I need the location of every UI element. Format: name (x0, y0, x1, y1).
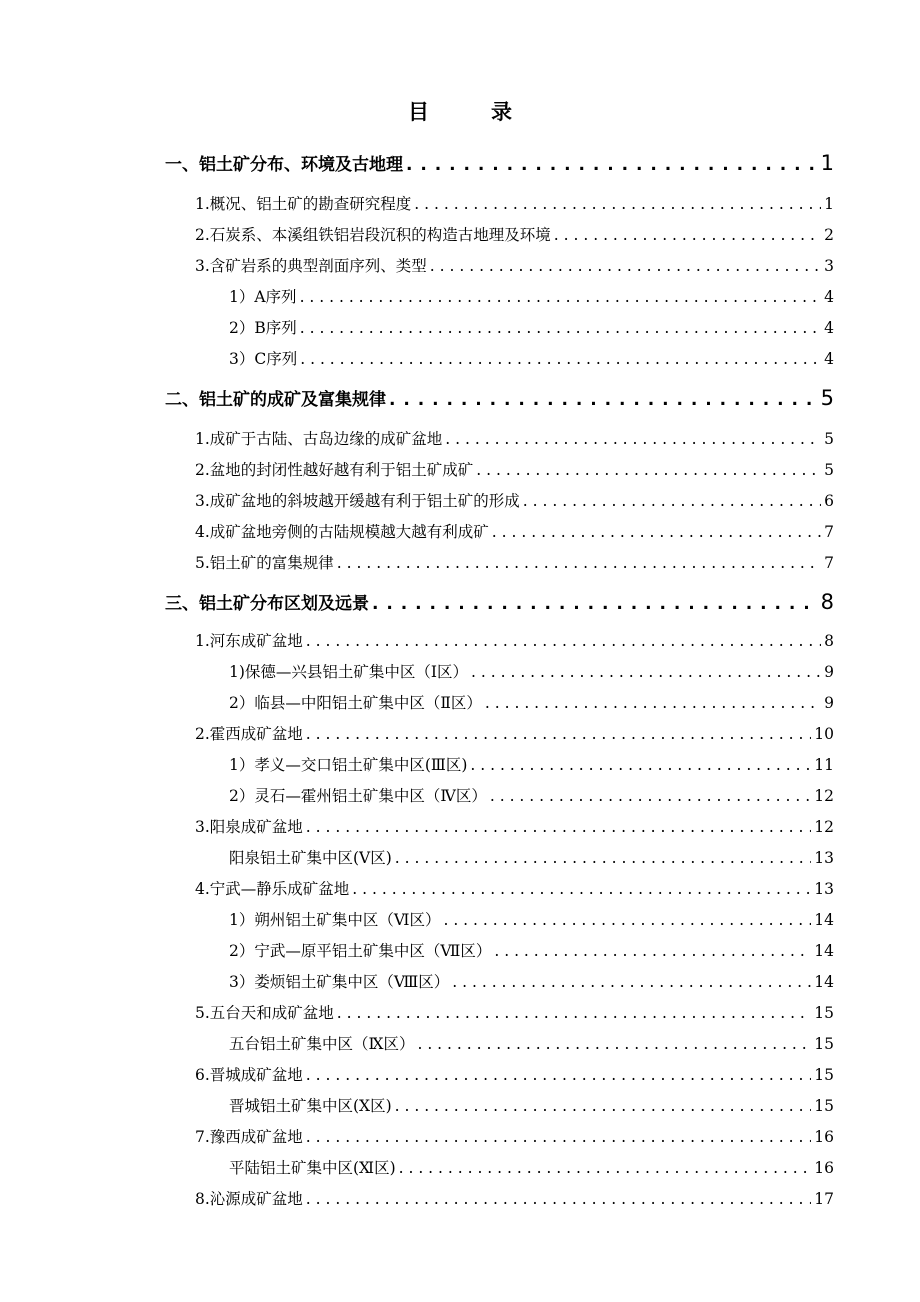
dot-leader (414, 195, 821, 213)
toc-entry-page: 4 (824, 319, 834, 337)
toc-entry-label: 二、铝土矿的成矿及富集规律 (165, 390, 386, 410)
toc-entry-level2[interactable] (195, 520, 834, 542)
toc-entry-label: 晋城铝土矿集中区(Ⅹ区) (229, 1097, 392, 1115)
toc-entry-label: 4.宁武—静乐成矿盆地 (195, 880, 350, 898)
toc-entry-label: 3.含矿岩系的典型剖面序列、类型 (195, 257, 427, 275)
toc-entry-page: 15 (814, 1004, 834, 1022)
dot-leader (406, 155, 818, 175)
dot-leader (306, 818, 811, 836)
toc-entry-page: 10 (814, 725, 834, 743)
toc-entry-page: 15 (814, 1097, 834, 1115)
toc-entry-level3[interactable] (229, 970, 834, 992)
toc-entry-page: 5 (824, 461, 834, 479)
toc-entry-level3[interactable] (229, 846, 834, 868)
toc-entry-label: 2.石炭系、本溪组铁铝岩段沉积的构造古地理及环境 (195, 226, 551, 244)
toc-entry-label: 1）朔州铝土矿集中区（Ⅵ区） (229, 911, 441, 929)
toc-entry-page: 9 (824, 694, 834, 712)
toc-entry-page: 12 (814, 787, 834, 805)
toc-entry-level3[interactable] (229, 316, 834, 338)
dot-leader (300, 319, 821, 337)
toc-entry-level2[interactable] (195, 458, 834, 480)
toc-entry-page: 2 (824, 226, 834, 244)
dot-leader (430, 257, 821, 275)
toc-entry-label: 3）娄烦铝土矿集中区（Ⅷ区） (229, 973, 450, 991)
toc-entry-level2[interactable] (195, 815, 834, 837)
toc-entry-label: 4.成矿盆地旁侧的古陆规模越大越有利成矿 (195, 523, 489, 541)
toc-entry-label: 3.阳泉成矿盆地 (195, 818, 303, 836)
dot-leader (306, 725, 811, 743)
toc-entry-page: 17 (814, 1190, 834, 1208)
dot-leader (372, 594, 818, 614)
toc-entry-page: 1 (820, 151, 834, 175)
toc-entry-level3[interactable] (229, 939, 834, 961)
dot-leader (554, 226, 821, 244)
dot-leader (300, 288, 822, 306)
toc-entry-label: 8.沁源成矿盆地 (195, 1190, 303, 1208)
toc-entry-page: 8 (820, 590, 834, 614)
toc-entry-page: 7 (824, 554, 834, 572)
dot-leader (443, 911, 811, 929)
toc-entry-level2[interactable] (195, 1063, 834, 1085)
toc-entry-label: 1.概况、铝土矿的勘查研究程度 (195, 195, 412, 213)
title-char-right: 录 (491, 100, 512, 124)
toc-entry-page: 5 (820, 386, 834, 410)
toc-entry-label: 2）B序列 (229, 319, 297, 337)
toc-entry-label: 2）临县—中阳铝土矿集中区（Ⅱ区） (229, 694, 482, 712)
toc-entry-level2[interactable] (195, 629, 834, 651)
toc-entry-label: 1）A序列 (229, 288, 297, 306)
dot-leader (337, 1004, 811, 1022)
toc-entry-label: 6.晋城成矿盆地 (195, 1066, 303, 1084)
toc-entry-level3[interactable] (229, 660, 834, 682)
toc-entry-label: 5.五台天和成矿盆地 (195, 1004, 334, 1022)
toc-entry-level2[interactable] (195, 551, 834, 573)
toc-entry-page: 4 (824, 288, 834, 306)
toc-entry-label: 2）灵石—霍州铝土矿集中区（Ⅳ区） (229, 787, 487, 805)
toc-entry-label: 2）宁武—原平铝土矿集中区（Ⅶ区） (229, 942, 492, 960)
toc-entry-level3[interactable] (229, 285, 834, 307)
toc-entry-page: 7 (824, 523, 834, 541)
toc-entry-level3[interactable] (229, 908, 834, 930)
toc-entry-level2[interactable] (195, 1001, 834, 1023)
toc-entry-page: 15 (814, 1066, 834, 1084)
toc-entry-level3[interactable] (229, 784, 834, 806)
dot-leader (485, 694, 821, 712)
toc-entry-level3[interactable] (229, 347, 834, 369)
dot-leader (471, 663, 821, 681)
toc-entry-label: 7.豫西成矿盆地 (195, 1128, 303, 1146)
toc-entry-page: 5 (824, 430, 834, 448)
toc-entry-level2[interactable] (195, 427, 834, 449)
dot-leader (337, 554, 821, 572)
toc-entry-label: 阳泉铝土矿集中区(Ⅴ区) (229, 849, 392, 867)
toc-entry-label: 三、铝土矿分布区划及远景 (165, 594, 369, 614)
toc-entry-level1[interactable] (165, 385, 834, 410)
dot-leader (445, 430, 821, 448)
toc-entry-label: 五台铝土矿集中区（Ⅸ区） (229, 1035, 415, 1053)
dot-leader (476, 461, 821, 479)
toc-entry-level3[interactable] (229, 753, 834, 775)
toc-entry-level3[interactable] (229, 1094, 834, 1116)
title-char-left: 目 (408, 100, 429, 124)
dot-leader (306, 1128, 811, 1146)
toc-entry-label: 一、铝土矿分布、环境及古地理 (165, 155, 403, 175)
toc-entry-label: 1.河东成矿盆地 (195, 632, 303, 650)
toc-entry-level2[interactable] (195, 722, 834, 744)
toc-entry-label: 2.霍西成矿盆地 (195, 725, 303, 743)
dot-leader (492, 523, 821, 541)
toc-entry-page: 12 (814, 818, 834, 836)
dot-leader (306, 1190, 811, 1208)
toc-entry-level2[interactable] (195, 1125, 834, 1147)
toc-entry-level3[interactable] (229, 1156, 834, 1178)
toc-entry-level3[interactable] (229, 1032, 834, 1054)
toc-entry-page: 4 (824, 350, 834, 368)
toc-entry-level1[interactable] (165, 589, 834, 614)
toc-entry-page: 16 (814, 1159, 834, 1177)
toc-entry-level2[interactable] (195, 1187, 834, 1209)
toc-entry-page: 11 (814, 756, 834, 774)
dot-leader (300, 350, 821, 368)
toc-entry-label: 3）C序列 (229, 350, 298, 368)
dot-leader (306, 1066, 811, 1084)
toc-entry-label: 1）孝义—交口铝土矿集中区(Ⅲ区) (229, 756, 468, 774)
toc-entry-page: 1 (824, 195, 834, 213)
toc-entry-page: 6 (824, 492, 834, 510)
toc-entry-label: 3.成矿盆地的斜坡越开缓越有利于铝土矿的形成 (195, 492, 520, 510)
toc-entry-label: 2.盆地的封闭性越好越有利于铝土矿成矿 (195, 461, 474, 479)
dot-leader (417, 1035, 811, 1053)
toc-entry-page: 14 (814, 942, 834, 960)
toc-entry-label: 5.铝土矿的富集规律 (195, 554, 334, 572)
toc-entry-level1[interactable] (165, 150, 834, 175)
toc-entry-page: 14 (814, 973, 834, 991)
toc-entry-page: 16 (814, 1128, 834, 1146)
dot-leader (395, 849, 811, 867)
toc-entry-level2[interactable] (195, 254, 834, 276)
dot-leader (523, 492, 821, 510)
dot-leader (389, 390, 818, 410)
toc-entry-level2[interactable] (195, 877, 834, 899)
toc-entry-label: 1)保德—兴县铝土矿集中区（Ⅰ区） (229, 663, 469, 681)
toc-entry-page: 14 (814, 911, 834, 929)
toc-entry-page: 13 (814, 849, 834, 867)
toc-entry-level2[interactable] (195, 489, 834, 511)
dot-leader (395, 1097, 812, 1115)
toc-entry-label: 平陆铝土矿集中区(Ⅺ区) (229, 1159, 396, 1177)
dot-leader (352, 880, 811, 898)
toc-entry-page: 9 (824, 663, 834, 681)
toc-entry-level2[interactable] (195, 192, 834, 214)
toc-entry-level2[interactable] (195, 223, 834, 245)
dot-leader (452, 973, 811, 991)
toc-entry-page: 8 (824, 632, 834, 650)
dot-leader (306, 632, 821, 650)
toc-entry-label: 1.成矿于古陆、古岛边缘的成矿盆地 (195, 430, 443, 448)
toc-entry-page: 15 (814, 1035, 834, 1053)
toc-entry-level3[interactable] (229, 691, 834, 713)
dot-leader (490, 787, 811, 805)
toc-entry-page: 3 (824, 257, 834, 275)
toc-entry-page: 13 (814, 880, 834, 898)
dot-leader (470, 756, 811, 774)
dot-leader (399, 1159, 812, 1177)
dot-leader (494, 942, 811, 960)
